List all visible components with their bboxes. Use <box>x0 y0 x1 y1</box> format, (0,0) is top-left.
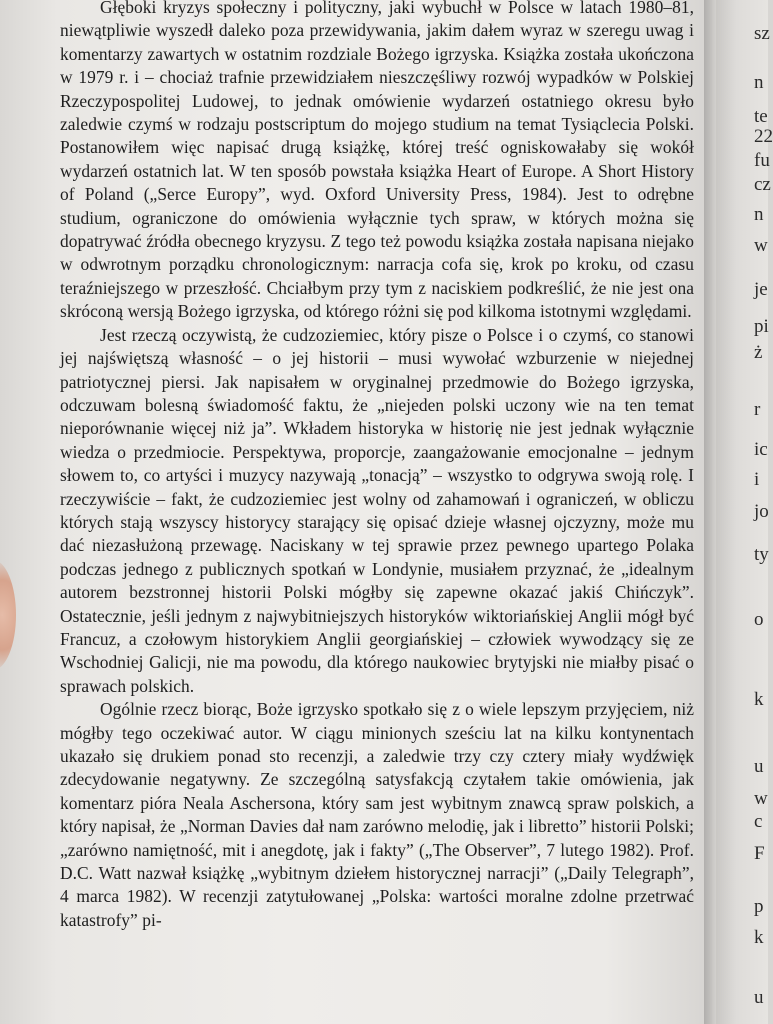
next-page-fragment: k <box>754 927 764 948</box>
next-page-fragment: sz <box>754 23 770 44</box>
finger-shadow <box>0 560 16 670</box>
next-page-fragment: n <box>754 72 764 93</box>
paragraph-1: Głęboki kryzys społeczny i polityczny, jaki wybuchł w Polsce w latach 1980–81, niewątpliwie wyszedł daleko poza przewidywania, jakim dałem wyraz w szeregu uwag i komentarzy zawartych w ostatnim rozdziale Bożego igrzyska. Książka została ukończona w 1979 r. i – chociaż trafnie przewidziałem nieszczęśliwy rozwój wypadków w Polskiej Rzeczypospolitej Ludowej, to jednak omówienie wydarzeń ostatniego okresu było zaledwie czymś w rodzaju postscriptum do mojego studium na temat Tysiąclecia Polski. Postanowiłem więc napisać drugą książkę, której treść ogniskowałaby się wokół wydarzeń ostatnich lat. W ten sposób powstała książka Heart of Europe. A Short History of Poland („Serce Europy”, wyd. Oxford University Press, 1984). Jest to odrębne studium, ograniczone do omówienia wyłącznie tych spraw, w których można się dopatrywać źródła obecnego kryzysu. Z tego też powodu książka została napisana niejako w odwrotnym porządku chronologicznym: narracja cofa się, krok po kroku, od czasu teraźniejszego w przeszłość. Chciałbym przy tym z naciskiem podkreślić, że nie jest ona skróconą wersją Bożego igrzyska, od którego różni się pod kilkoma istotnymi względami. <box>60 0 694 322</box>
next-page-fragment: je <box>754 279 768 300</box>
next-page-fragment: ty <box>754 544 769 565</box>
next-page-fragment: w <box>754 235 768 256</box>
next-page-fragment: pi <box>754 316 769 337</box>
next-page-fragment: n <box>754 204 764 225</box>
next-page-fragment: i <box>754 469 760 490</box>
next-page-fragment: fu <box>754 150 770 171</box>
next-page-fragment: k <box>754 689 764 710</box>
next-page-fragment: te <box>754 106 768 127</box>
next-page-fragment: u <box>754 756 764 777</box>
body-text <box>60 0 694 932</box>
next-page-fragment: w <box>754 788 768 809</box>
paragraph-2: Jest rzeczą oczywistą, że cudzoziemiec, który pisze o Polsce i o czymś, co stanowi jej najświętszą własność – o jej historii – musi wywołać wzburzenie w niejednej patriotycznej piersi. Jak napisałem w oryginalnej przedmowie do Bożego igrzyska, odczuwam bolesną świadomość faktu, że „niejeden polski uczony wie na ten temat nieporównanie więcej niż ja”. Wkładem historyka w historię nie jest jednak wyłącznie wiedza o przedmiocie. Perspektywa, proporcje, zaangażowanie emocjonalne – jednym słowem to, co artyści i muzycy nazywają „tonacją” – wszystko to odgrywa swoją rolę. I rzeczywiście – fakt, że cudzoziemiec jest wolny od zahamowań i ograniczeń, w obliczu których stają wszyscy historycy starający się opisać dzieje własnej ojczyzny, może mu dać niezasłużoną przewagę. Naciskany w tej sprawie przez pewnego upartego Polaka podczas jednego z publicznych spotkań w Londynie, musiałem przyznać, że „idealnym autorem bezstronnej historii Polski mógłby się zapewne okazać jakiś Chińczyk”. Ostatecznie, jeśli jednym z najwybitniejszych historyków wiktoriańskiej Anglii mógł być Francuz, a czołowym historykiem Anglii georgiańskiej – człowiek wywodzący się ze Wschodniej Galicji, nie ma powodu, dla którego naukowiec brytyjski nie miałby pisać o sprawach polskich. <box>60 324 694 696</box>
next-page-fragment: F <box>754 843 765 864</box>
next-page-fragment: ż <box>754 342 763 363</box>
next-page-fragment: cz <box>754 174 771 195</box>
next-page-fragment: r <box>754 399 761 420</box>
next-page-fragment: o <box>754 609 764 630</box>
next-page-fragment: 22 <box>754 126 773 147</box>
next-page-fragment: p <box>754 896 764 917</box>
next-page-fragment: ic <box>754 439 768 460</box>
next-page-fragment: u <box>754 987 764 1008</box>
next-page-edge <box>716 0 773 1024</box>
paragraph-3: Ogólnie rzecz biorąc, Boże igrzysko spotkało się z o wiele lepszym przyjęciem, niż mógłby tego oczekiwać autor. W ciągu minionych sześciu lat na kilku kontynentach ukazało się drukiem ponad sto recenzji, a zaledwie trzy czy cztery miały wydźwięk zdecydowanie negatywny. Ze szczególną satysfakcją czytałem takie omówienia, jak komentarz pióra Neala Aschersona, który sam jest wybitnym znawcą spraw polskich, a który napisał, że „Norman Davies dał nam zarówno melodię, jak i libretto” historii Polski; „zarówno namiętność, mit i anegdotę, jak i fakty” („The Observer”, 7 lutego 1982). Prof. D.C. Watt nazwał książkę „wybitnym dziełem historycznej narracji” („Daily Telegraph”, 4 marca 1982). W recenzji zatytułowanej „Polska: wartości moralne zdolne przetrwać katastrofy” pi- <box>60 699 694 930</box>
next-page-fragment: jo <box>754 501 769 522</box>
next-page-fragment: c <box>754 811 763 832</box>
